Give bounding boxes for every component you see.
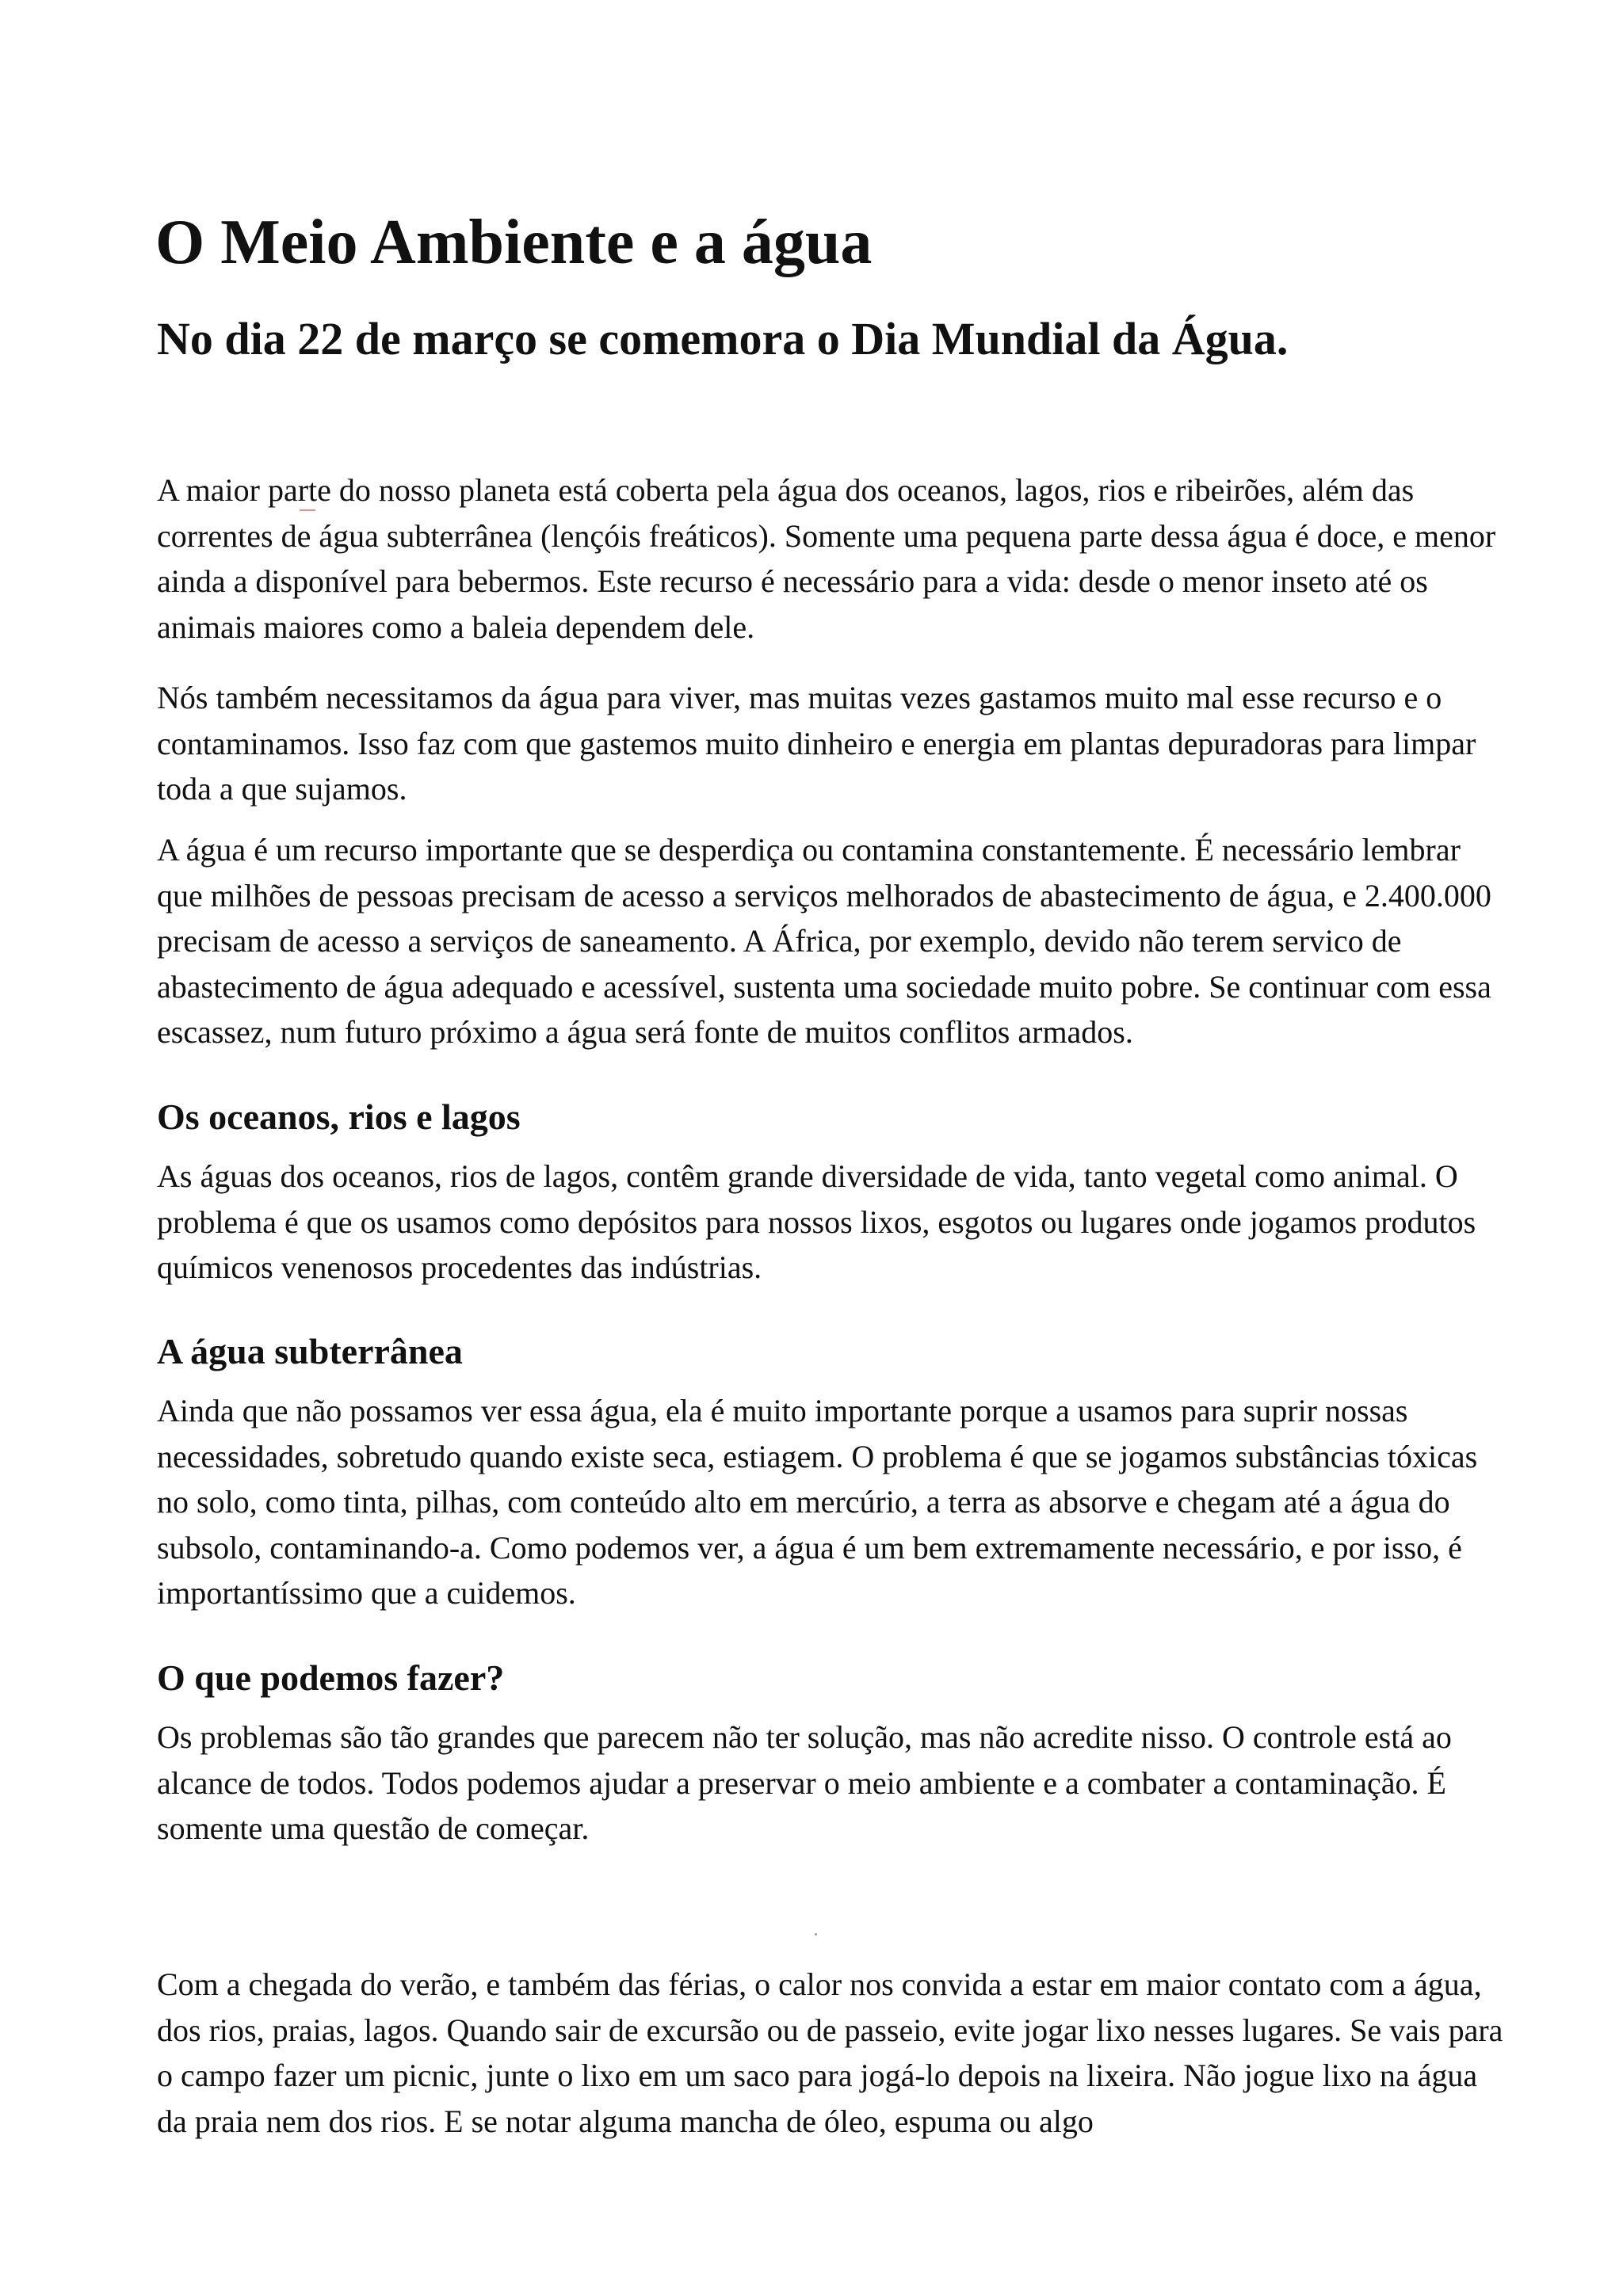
- section-text-oceans: As águas dos oceanos, rios de lagos, contêm grande diversidade de vida, tanto vegetal como animal. O problema é que os usamos como depósitos para nossos lixos, esgotos ou lugares onde jogamos produtos químicos venenosos procedentes das indústrias.: [157, 1158, 1476, 1285]
- intro-paragraph-3: A água é um recurso importante que se desperdiça ou contamina constantemente. É necessário lembrar que milhões de pessoas precisam de acesso a serviços melhorados de abastecimento de água, e 2.400.000 precisam de acesso a serviços de saneamento. A África, por exemplo, devido não terem servico de abastecimento de água adequado e acessível, sustenta uma sociedade muito pobre. Se continuar com essa escassez, num futuro próximo a água será fonte de muitos conflitos armados.: [157, 832, 1491, 1050]
- underline-mark: [300, 509, 315, 511]
- section-text-groundwater: Ainda que não possamos ver essa água, ela é muito importante porque a usamos para suprir nossas necessidades, sobretudo quando existe seca, estiagem. O problema é que se jogamos substâncias tóxicas no solo, como tinta, pilhas, com conteúdo alto em mercúrio, a terra as absorve e chegam até a água do subsolo, contaminando-a. Como podemos ver, a água é um bem extremamente necessário, e por isso, é importantíssimo que a cuidemos.: [157, 1393, 1478, 1611]
- intro-paragraph-1: A maior parte do nosso planeta está coberta pela água dos oceanos, lagos, rios e ribeirões, além das correntes de água subterrânea (lençóis freáticos). Somente uma pequena parte dessa água é doce, e menor ainda a disponível para bebermos. Este recurso é necessário para a vida: desde o menor inseto até os animais maiores como a baleia dependem dele.: [157, 472, 1496, 645]
- document-subtitle: No dia 22 de março se comemora o Dia Mundial da Água.: [157, 313, 1289, 364]
- section-heading-oceans: Os oceanos, rios e lagos: [157, 1097, 521, 1137]
- separator-dot: [815, 1933, 817, 1936]
- closing-paragraph: Com a chegada do verão, e também das férias, o calor nos convida a estar em maior contato com a água, dos rios, praias, lagos. Quando sair de excursão ou de passeio, evite jogar lixo nesses lugares. Se vais para o campo fazer um picnic, junte o lixo em um saco para jogá-lo depois na lixeira. Não jogue lixo na água da praia nem dos rios. E se notar alguma mancha de óleo, espuma ou algo: [157, 1966, 1503, 2139]
- section-heading-groundwater: A água subterrânea: [157, 1331, 463, 1371]
- document-title: O Meio Ambiente e a água: [155, 208, 873, 277]
- section-text-what-to-do: Os problemas são tão grandes que parecem não ter solução, mas não acredite nisso. O controle está ao alcance de todos. Todos podemos ajudar a preservar o meio ambiente e a combater a contaminação. É somente uma questão de começar.: [157, 1719, 1452, 1846]
- intro-paragraph-2: Nós também necessitamos da água para viver, mas muitas vezes gastamos muito mal esse recurso e o contaminamos. Isso faz com que gastemos muito dinheiro e energia em plantas depuradoras para limpar toda a que sujamos.: [157, 680, 1476, 807]
- section-heading-what-to-do: O que podemos fazer?: [157, 1657, 505, 1698]
